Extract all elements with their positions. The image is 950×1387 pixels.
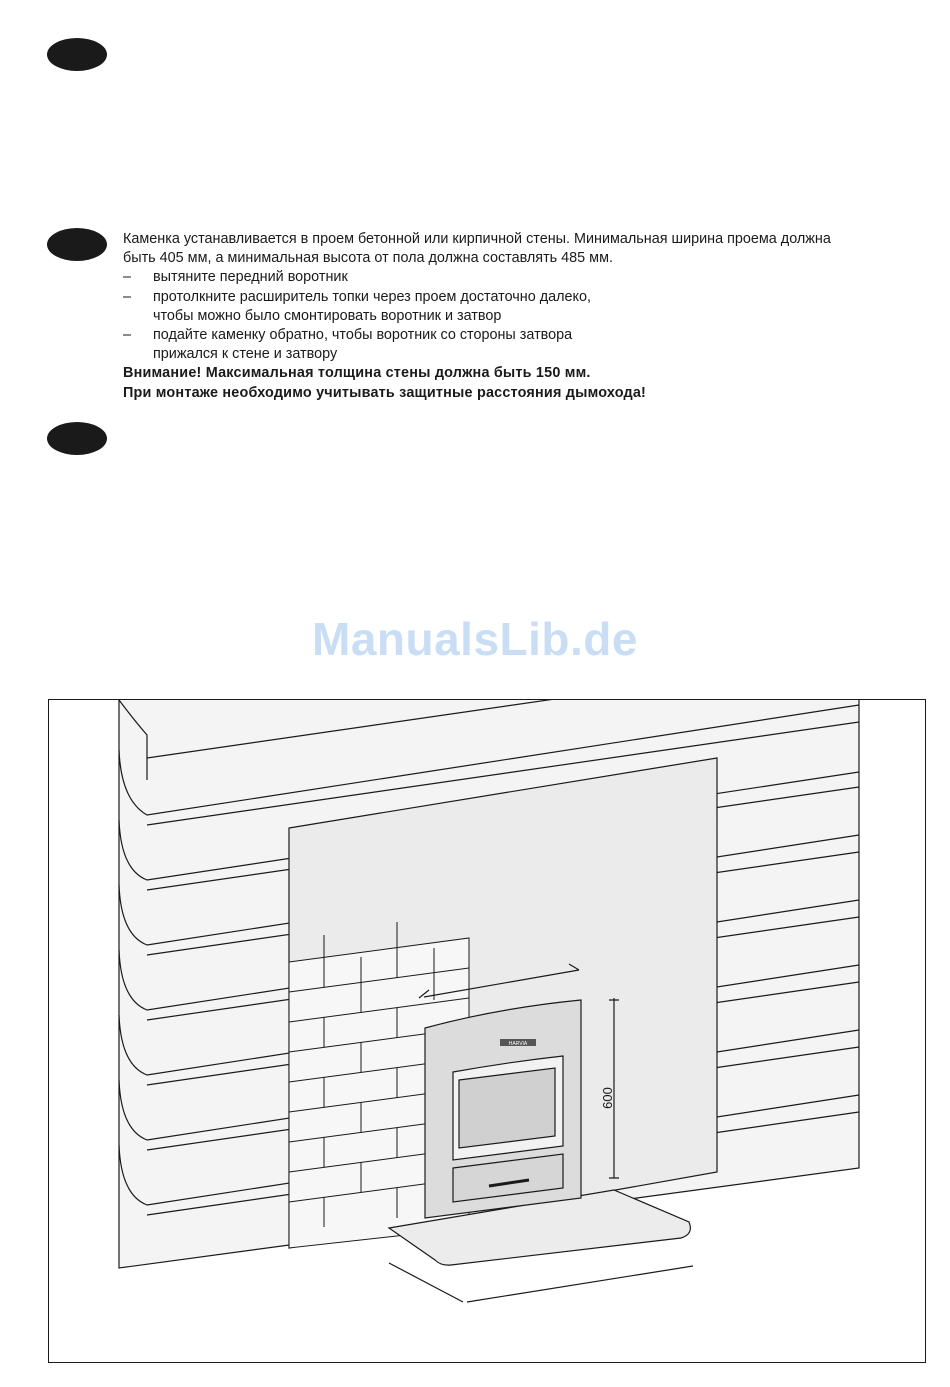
warning-chimney-distances: При монтаже необходимо учитывать защитные расстояния дымохода! xyxy=(123,384,647,401)
warning-wall-thickness: Внимание! Максимальная толщина стены должна быть 150 мм. xyxy=(123,365,591,382)
bullet-1 xyxy=(123,268,923,287)
bullet-3-text-line-1: подайте каменку обратно, чтобы воротник со стороны затвора xyxy=(153,327,573,344)
bullet-dash: – xyxy=(123,288,132,305)
dimension-600-label: 600 xyxy=(600,1087,615,1109)
bullet-1-text: вытяните передний воротник xyxy=(153,269,348,286)
intro-line-1: Каменка устанавливается в проем бетонной или кирпичной стены. Минимальная ширина проема должна xyxy=(123,231,831,247)
language-marker-3 xyxy=(47,422,107,455)
installation-figure xyxy=(48,699,926,1363)
bullet-2 xyxy=(123,288,923,326)
installation-instructions xyxy=(123,230,923,403)
bullet-dash: – xyxy=(123,327,132,344)
intro-line-2: быть 405 мм, а минимальная высота от пола должна составлять 485 мм. xyxy=(123,250,613,267)
language-marker-2 xyxy=(47,228,107,261)
stove-wall-illustration xyxy=(49,700,926,1363)
bullet-3 xyxy=(123,326,923,364)
language-marker-1 xyxy=(47,38,107,71)
bullet-2-text-line-1: протолкните расширитель топки через проем достаточно далеко, xyxy=(153,288,591,305)
bullet-3-text-line-2: прижался к стене и затвору xyxy=(153,346,338,363)
stove xyxy=(425,1000,581,1218)
brand-plate-text: HARVIA xyxy=(508,1041,528,1047)
bullet-2-text-line-2: чтобы можно было смонтировать воротник и затвор xyxy=(153,307,502,324)
bullet-dash: – xyxy=(123,269,132,286)
watermark: ManualsLib.de xyxy=(312,613,638,665)
